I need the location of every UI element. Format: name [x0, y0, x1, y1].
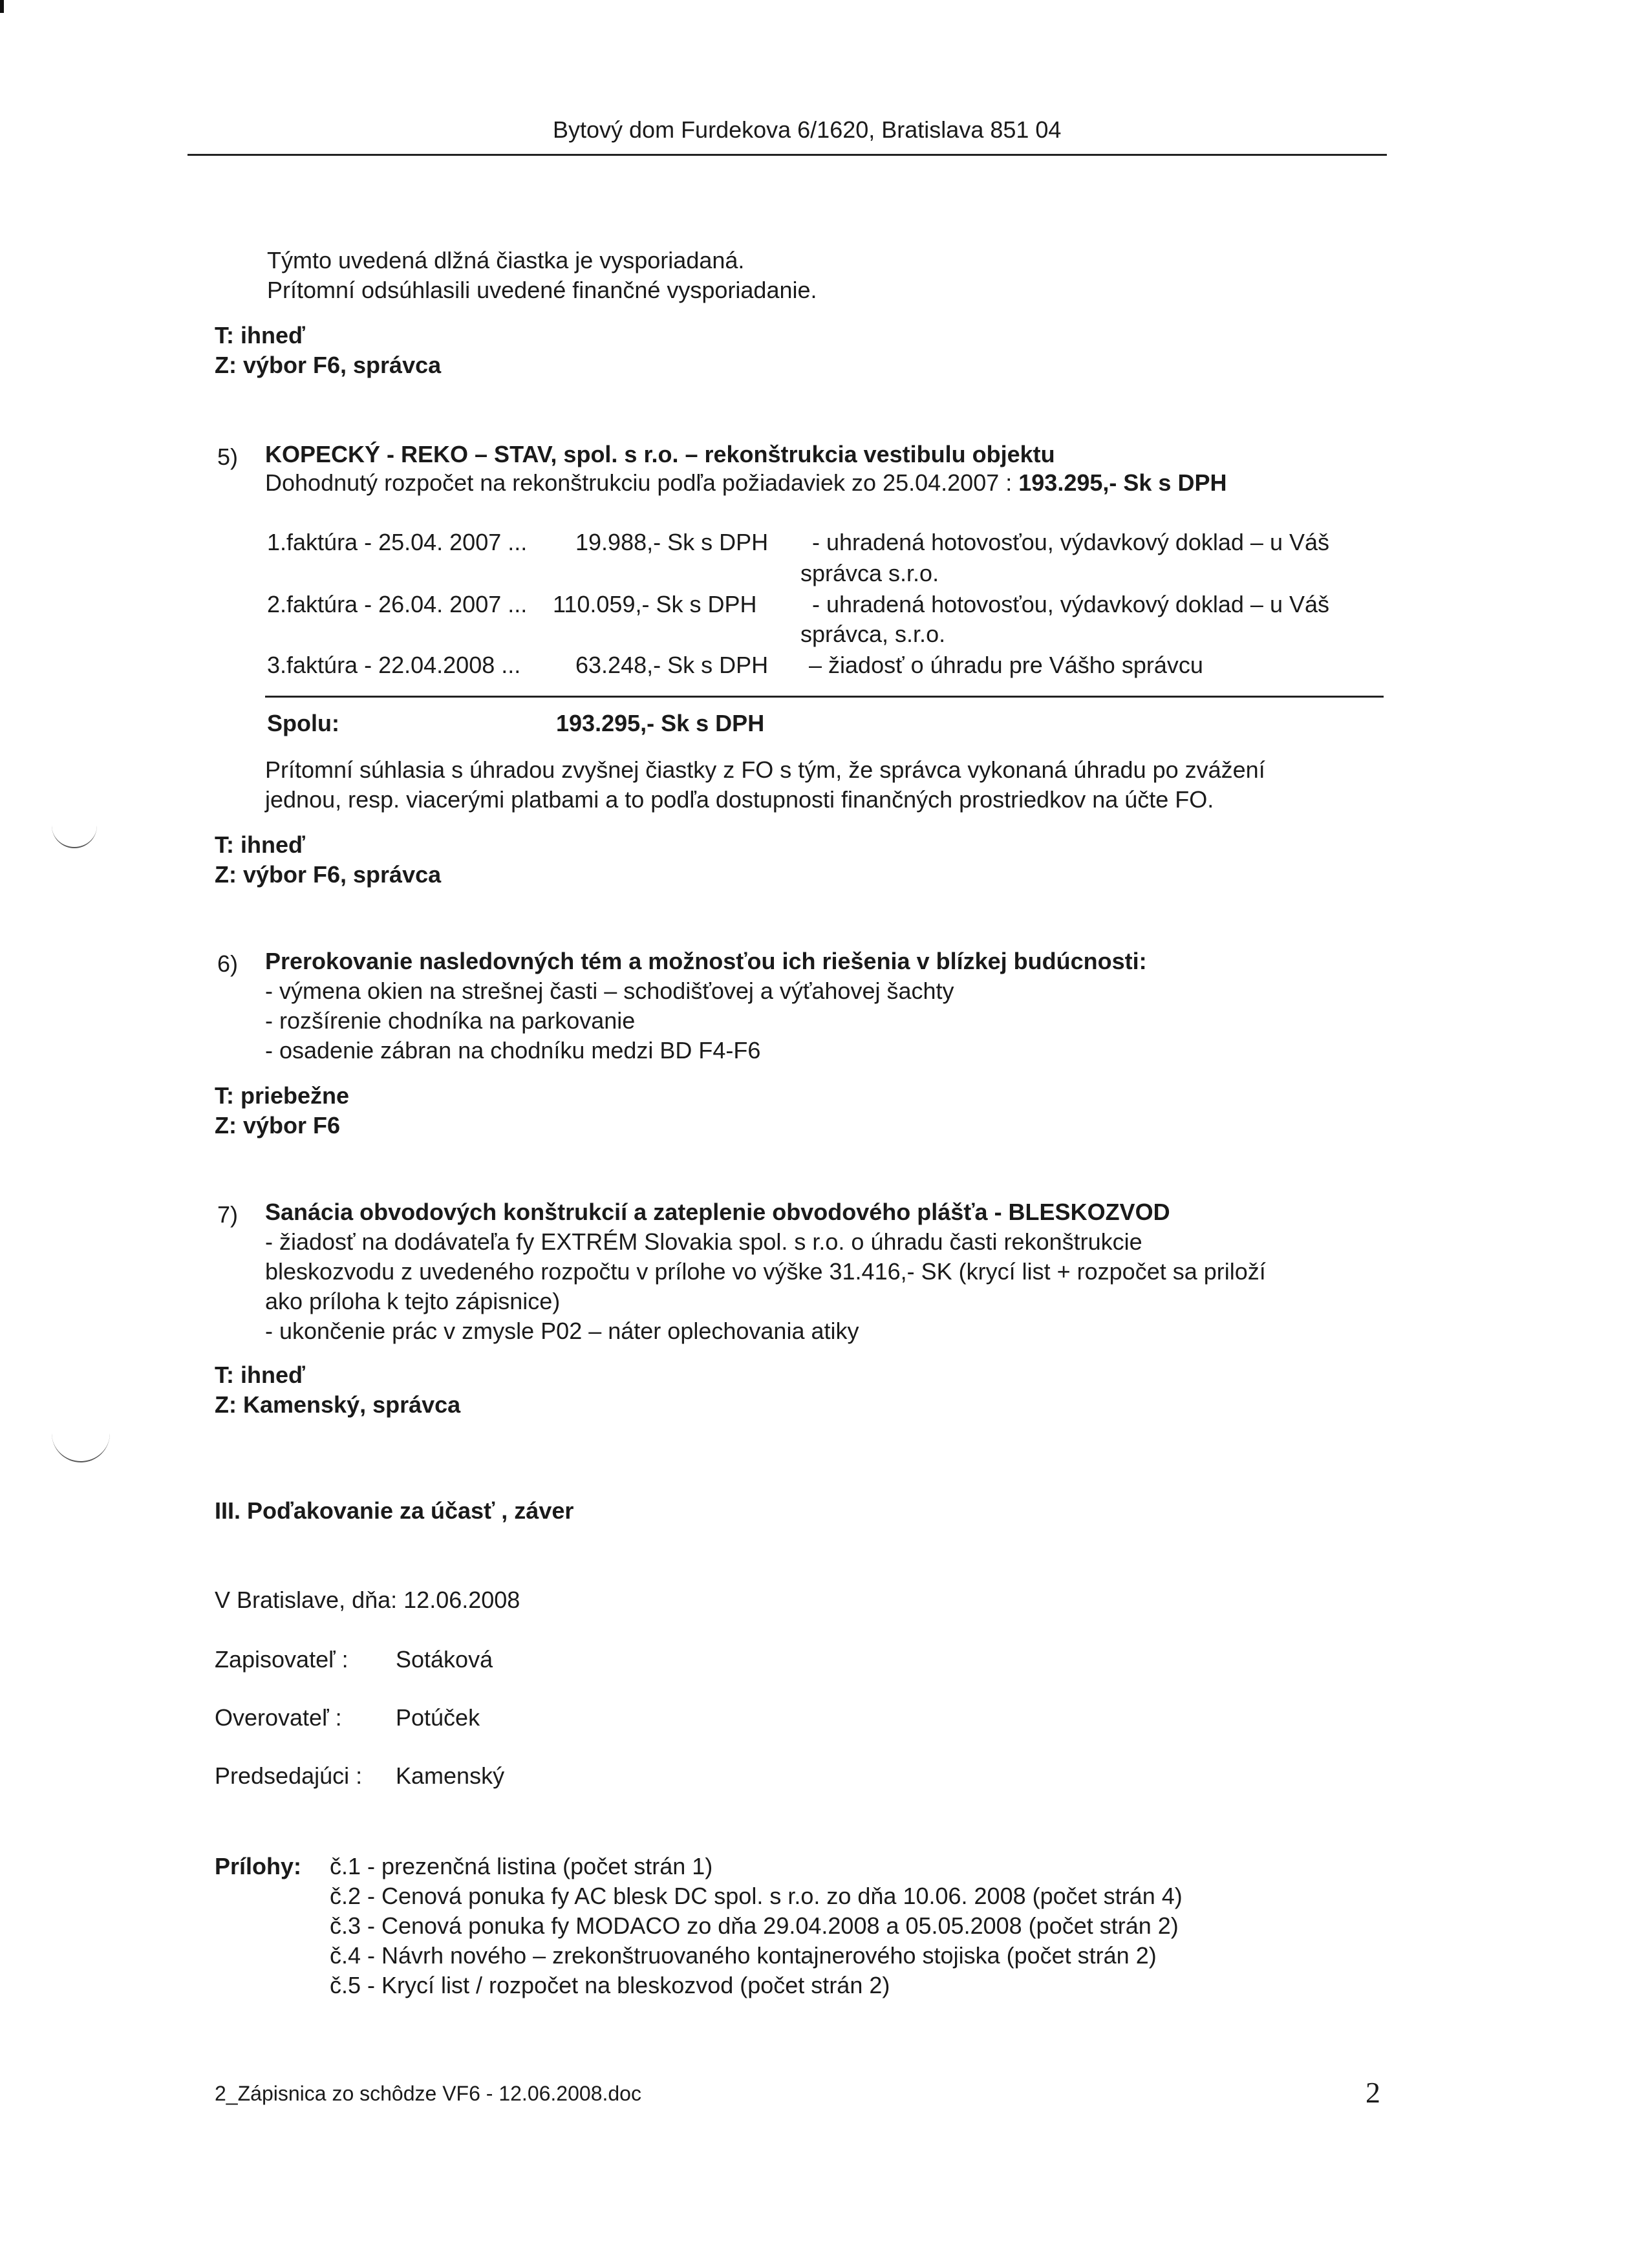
item5-paragraph-line-2: jednou, resp. viacerými platbami a to podľa dostupnosti finančných prostriedkov na účte FO. [265, 786, 1214, 813]
role-recorder-label: Zapisovateľ : [215, 1646, 348, 1673]
item7-responsible: Z: Kamenský, správca [215, 1391, 461, 1418]
invoice-3-note: – žiadosť o úhradu pre Vášho správcu [809, 652, 1203, 678]
attachment-4: č.4 - Návrh nového – zrekonštruovaného kontajnerového stojiska (počet strán 2) [330, 1942, 1157, 1969]
invoice-1-label: 1.faktúra - 25.04. 2007 ... [267, 529, 528, 555]
total-label: Spolu: [267, 710, 339, 736]
section-3-title: III. Poďakovanie za účasť , záver [215, 1497, 574, 1524]
item6-bullet-3: - osadenie zábran na chodníku medzi BD F4-F6 [265, 1037, 761, 1064]
attachment-1: č.1 - prezenčná listina (počet strán 1) [330, 1853, 713, 1879]
invoice-2-amount: 110.059,- Sk s DPH [553, 591, 757, 617]
invoice-1-note: - uhradená hotovosťou, výdavkový doklad – u Váš [812, 529, 1329, 555]
attachment-5: č.5 - Krycí list / rozpočet na bleskozvod (počet strán 2) [330, 1972, 890, 1998]
item6-title: Prerokovanie nasledovných tém a možnosťou ich riešenia v blízkej budúcnosti: [265, 948, 1147, 974]
invoice-2-note: - uhradená hotovosťou, výdavkový doklad – u Váš [812, 591, 1329, 617]
item5-budget [265, 469, 1227, 497]
total-value: 193.295,- Sk s DPH [556, 710, 765, 736]
intro-term: T: ihneď [215, 322, 305, 348]
role-chair-label: Predsedajúci : [215, 1762, 363, 1789]
invoice-2-note-cont: správca, s.r.o. [800, 621, 946, 647]
header-title: Bytový dom Furdekova 6/1620, Bratislava 851 04 [553, 116, 1062, 143]
attachment-3: č.3 - Cenová ponuka fy MODACO zo dňa 29.04.2008 a 05.05.2008 (počet strán 2) [330, 1912, 1179, 1939]
invoice-1-amount: 19.988,- Sk s DPH [575, 529, 769, 555]
item6-bullet-1: - výmena okien na strešnej časti – schodišťovej a výťahovej šachty [265, 978, 954, 1004]
item5-budget-value: 193.295,- Sk s DPH [1018, 469, 1227, 496]
item5-term: T: ihneď [215, 831, 305, 858]
item7-line-4: - ukončenie prác v zmysle P02 – náter oplechovania atiky [265, 1318, 859, 1344]
item5-title: KOPECKÝ - REKO – STAV, spol. s r.o. – rekonštrukcia vestibulu objektu [265, 441, 1055, 467]
item7-title: Sanácia obvodových konštrukcií a zateplenie obvodového plášťa - BLESKOZVOD [265, 1199, 1170, 1225]
scan-artifact-mark [52, 821, 97, 848]
footer-page-number: 2 [1366, 2076, 1380, 2109]
footer-filename: 2_Zápisnica zo schôdze VF6 - 12.06.2008.doc [215, 2082, 641, 2105]
item6-number: 6) [217, 950, 239, 977]
role-chair-name: Kamenský [396, 1762, 505, 1789]
invoice-3-amount: 63.248,- Sk s DPH [575, 652, 769, 678]
intro-line-1: Týmto uvedená dlžná čiastka je vysporiadaná. [267, 247, 745, 273]
closing-date: V Bratislave, dňa: 12.06.2008 [215, 1587, 520, 1613]
item5-responsible: Z: výbor F6, správca [215, 861, 442, 888]
item6-term: T: priebežne [215, 1082, 350, 1109]
role-recorder-name: Sotáková [396, 1646, 493, 1673]
item7-line-2: bleskozvodu z uvedeného rozpočtu v prílohe vo výške 31.416,- SK (krycí list + rozpočet sa priloží [265, 1258, 1266, 1285]
item7-line-3: ako príloha k tejto zápisnice) [265, 1288, 561, 1314]
item6-responsible: Z: výbor F6 [215, 1112, 341, 1139]
intro-responsible: Z: výbor F6, správca [215, 352, 442, 378]
item5-budget-text: Dohodnutý rozpočet na rekonštrukciu podľa požiadaviek zo 25.04.2007 : [265, 469, 1019, 496]
invoice-2-label: 2.faktúra - 26.04. 2007 ... [267, 591, 528, 617]
attachment-2: č.2 - Cenová ponuka fy AC blesk DC spol. s r.o. zo dňa 10.06. 2008 (počet strán 4) [330, 1883, 1183, 1909]
role-verifier-name: Potúček [396, 1704, 480, 1731]
item7-line-1: - žiadosť na dodávateľa fy EXTRÉM Slovakia spol. s r.o. o úhradu časti rekonštrukcie [265, 1228, 1142, 1255]
role-verifier-label: Overovateľ : [215, 1704, 342, 1731]
item5-number: 5) [217, 444, 239, 470]
item7-number: 7) [217, 1201, 239, 1228]
header-rule [188, 154, 1387, 156]
item5-paragraph-line-1: Prítomní súhlasia s úhradou zvyšnej čiastky z FO s tým, že správca vykonaná úhradu po zvážení [265, 756, 1265, 783]
item6-bullet-2: - rozšírenie chodníka na parkovanie [265, 1007, 636, 1034]
invoice-1-note-cont: správca s.r.o. [800, 560, 939, 586]
intro-line-2: Prítomní odsúhlasili uvedené finančné vysporiadanie. [267, 277, 817, 303]
scan-artifact-mark [52, 1429, 110, 1462]
scan-edge-mark [0, 0, 4, 13]
attachments-label: Prílohy: [215, 1853, 302, 1879]
invoice-total-rule [265, 696, 1384, 698]
item7-term: T: ihneď [215, 1362, 305, 1388]
invoice-3-label: 3.faktúra - 22.04.2008 ... [267, 652, 521, 678]
